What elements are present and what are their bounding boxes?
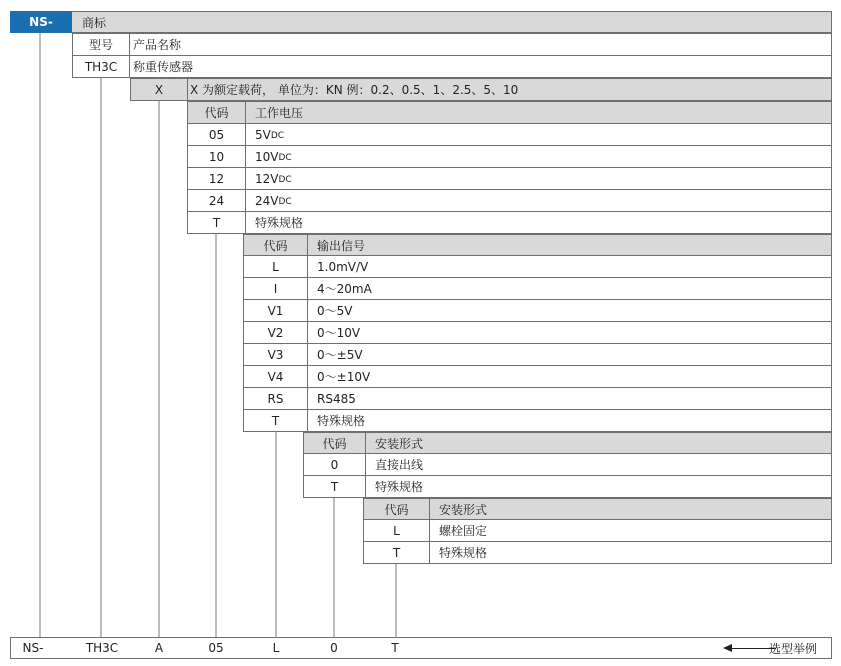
install2-row-label: 螺栓固定 <box>439 524 488 538</box>
install2-row-code: L <box>364 520 430 541</box>
voltage-header-code: 代码 <box>188 102 246 123</box>
output-header-label: 输出信号 <box>317 238 366 253</box>
voltage-row <box>187 145 832 168</box>
install2-header-code: 代码 <box>364 499 430 519</box>
output-row-label-cell <box>308 322 831 343</box>
install2-header-row <box>363 498 832 520</box>
connector-line-install2 <box>395 564 397 637</box>
output-row <box>243 299 832 322</box>
voltage-row-code: T <box>188 212 246 233</box>
output-header-row <box>243 234 832 256</box>
install2-row <box>363 541 832 564</box>
voltage-header-label: 工作电压 <box>255 106 304 120</box>
output-row <box>243 277 832 300</box>
output-row-label: 特殊规格 <box>317 414 366 428</box>
voltage-row <box>187 123 832 146</box>
voltage-row-code: 24 <box>188 190 246 211</box>
connector-line-output <box>275 432 277 637</box>
connector-line-brand <box>39 33 41 637</box>
connector-line-model <box>100 78 102 637</box>
model-header-code: 型号 <box>73 34 130 55</box>
output-row-code: V2 <box>244 322 308 343</box>
voltage-row <box>187 189 832 212</box>
capacity-code: X <box>131 79 188 100</box>
install1-row-label-cell <box>366 476 831 497</box>
voltage-row-label: 10V <box>255 149 279 164</box>
model-header-row <box>72 33 832 56</box>
output-row-label-cell <box>308 256 831 277</box>
output-row-label: 0～±10V <box>317 370 371 384</box>
example-item: NS- <box>22 641 44 655</box>
output-row <box>243 343 832 366</box>
voltage-row <box>187 167 832 190</box>
output-row-label-cell <box>308 278 831 299</box>
brand-row <box>10 11 832 33</box>
install1-row <box>303 453 832 476</box>
voltage-header-row <box>187 101 832 124</box>
output-row-label-cell <box>308 344 831 365</box>
voltage-row-code: 05 <box>188 124 246 145</box>
output-header-code: 代码 <box>244 235 308 255</box>
install2-header-label: 安装形式 <box>439 502 488 517</box>
install1-row-label: 直接出线 <box>375 458 424 472</box>
install2-row-label: 特殊规格 <box>439 546 488 560</box>
voltage-row-code: 10 <box>188 146 246 167</box>
model-row <box>72 55 832 78</box>
output-row-code: T <box>244 410 308 431</box>
voltage-row-label-cell <box>246 168 831 189</box>
voltage-row-label-cell <box>246 146 831 167</box>
output-row-label-cell <box>308 366 831 387</box>
install2-row-code: T <box>364 542 430 563</box>
install2-row <box>363 519 832 542</box>
output-row-code: RS <box>244 388 308 409</box>
install1-row-code: 0 <box>304 454 366 475</box>
output-row-label-cell <box>308 410 831 431</box>
model-label: 称重传感器 <box>133 60 194 74</box>
output-row-label: 4～20mA <box>317 282 372 296</box>
output-row-code: V4 <box>244 366 308 387</box>
connector-line-install1 <box>333 498 335 637</box>
install1-row-label-cell <box>366 454 831 475</box>
install1-row-label: 特殊规格 <box>375 480 424 494</box>
voltage-row-sub: DC <box>278 153 292 163</box>
example-item: T <box>391 641 399 655</box>
voltage-row-label-cell <box>246 190 831 211</box>
model-header-label: 产品名称 <box>133 38 182 52</box>
output-row-label-cell <box>308 388 831 409</box>
voltage-row-sub: DC <box>278 197 292 207</box>
capacity-row <box>130 78 832 101</box>
output-row-label: 0～5V <box>317 304 353 318</box>
output-row-code: L <box>244 256 308 277</box>
install1-header-row <box>303 432 832 454</box>
voltage-row-sub: DC <box>278 175 292 185</box>
output-row-code: V1 <box>244 300 308 321</box>
voltage-row-label: 特殊规格 <box>255 216 304 230</box>
install1-header-code: 代码 <box>304 433 366 453</box>
capacity-label: X 为额定载荷， 单位为：KN 例：0.2、0.5、1、2.5、5、10 <box>190 83 519 97</box>
output-row <box>243 321 832 344</box>
output-row-code: I <box>244 278 308 299</box>
install1-header-label: 安装形式 <box>375 436 424 451</box>
model-code: TH3C <box>73 56 130 77</box>
voltage-row-label-cell <box>246 124 831 145</box>
output-row-label: 0～±5V <box>317 348 363 362</box>
install2-row-label-cell <box>430 542 831 563</box>
connector-line-capacity <box>158 101 160 637</box>
example-label: 选型举例 <box>768 641 817 656</box>
voltage-row-code: 12 <box>188 168 246 189</box>
voltage-row-label: 24V <box>255 193 279 208</box>
voltage-row-sub: DC <box>270 131 285 141</box>
brand-code-badge: NS- <box>10 11 72 33</box>
output-row <box>243 365 832 388</box>
output-row <box>243 409 832 432</box>
example-row <box>10 637 832 659</box>
install2-row-label-cell <box>430 520 831 541</box>
output-row-code: V3 <box>244 344 308 365</box>
voltage-row-label-cell <box>246 212 831 233</box>
voltage-row-label: 12V <box>255 171 279 186</box>
example-item: TH3C <box>85 641 119 655</box>
install1-row-code: T <box>304 476 366 497</box>
example-item: 05 <box>208 641 224 655</box>
voltage-row <box>187 211 832 234</box>
connector-line-voltage <box>215 234 217 637</box>
install1-row <box>303 475 832 498</box>
output-row <box>243 255 832 278</box>
voltage-row-label: 5V <box>255 127 271 142</box>
output-row-label: RS485 <box>317 391 356 406</box>
example-item: L <box>272 641 280 655</box>
output-row-label-cell <box>308 300 831 321</box>
brand-label: 商标 <box>82 15 107 30</box>
output-row <box>243 387 832 410</box>
output-row-label: 0～10V <box>317 326 361 340</box>
output-row-label: 1.0mV/V <box>317 259 369 274</box>
example-item: 0 <box>330 641 338 655</box>
example-item: A <box>154 641 164 655</box>
